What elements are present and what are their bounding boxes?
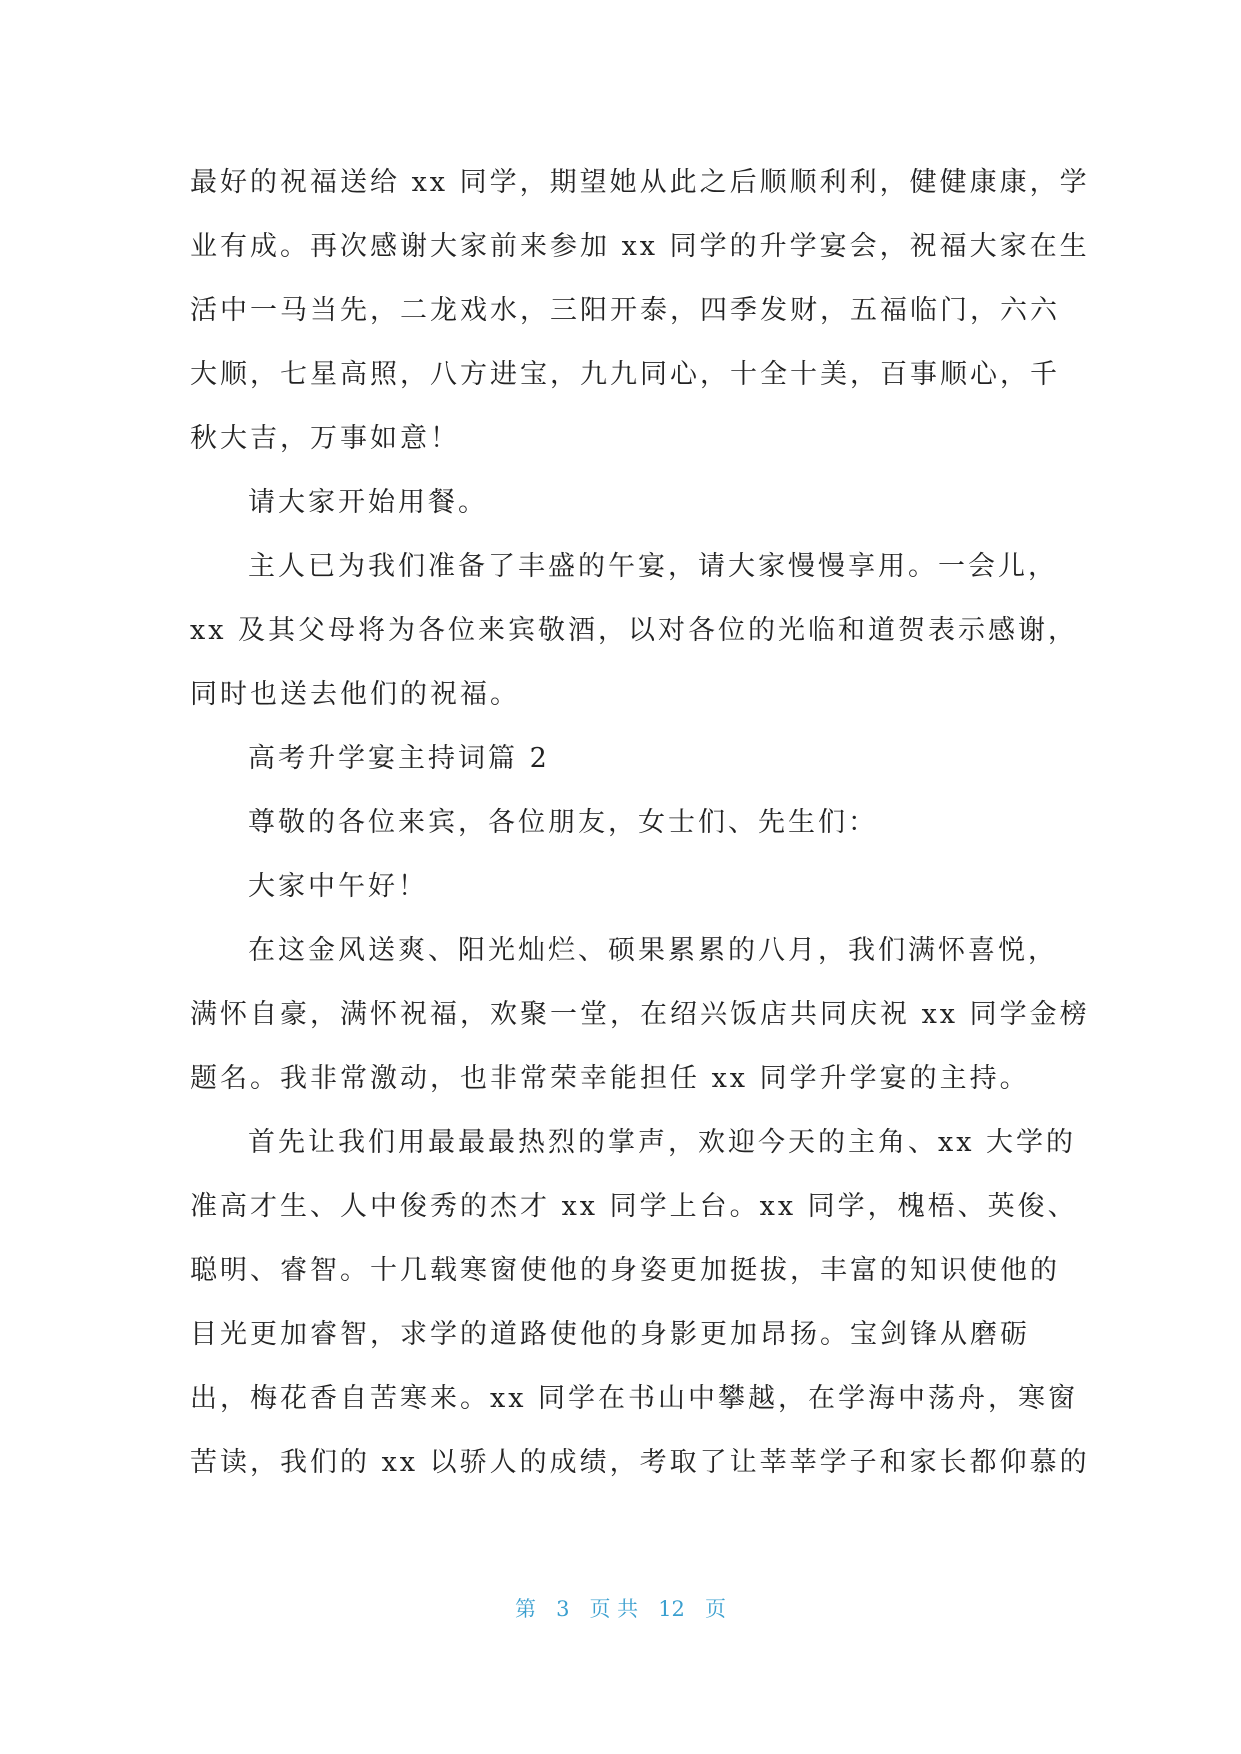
body-line: 满怀自豪，满怀祝福，欢聚一堂，在绍兴饭店共同庆祝 xx 同学金榜 — [190, 999, 1090, 1030]
greeting: 大家中午好！ — [248, 871, 428, 902]
body-line: 题名。我非常激动，也非常荣幸能担任 xx 同学升学宴的主持。 — [190, 1063, 1030, 1094]
paragraph-start: 请大家开始用餐。 — [248, 487, 488, 518]
body-line: 大顺，七星高照，八方进宝，九九同心，十全十美，百事顺心，千 — [190, 359, 1060, 390]
current-page-number: 3 — [556, 1597, 570, 1621]
body-line: 秋大吉，万事如意！ — [190, 423, 460, 454]
body-line: xx 及其父母将为各位来宾敬酒，以对各位的光临和道贺表示感谢， — [190, 615, 1079, 646]
section-heading: 高考升学宴主持词篇 2 — [248, 743, 550, 774]
body-line: 业有成。再次感谢大家前来参加 xx 同学的升学宴会，祝福大家在生 — [190, 231, 1090, 262]
body-line: 准高才生、人中俊秀的杰才 xx 同学上台。xx 同学，槐梧、英俊、 — [190, 1191, 1078, 1222]
paragraph-start: 主人已为我们准备了丰盛的午宴，请大家慢慢享用。一会儿， — [248, 551, 1058, 582]
body-line: 同时也送去他们的祝福。 — [190, 679, 520, 710]
body-line: 最好的祝福送给 xx 同学，期望她从此之后顺顺利利，健健康康，学 — [190, 167, 1090, 198]
footer-prefix: 第 — [515, 1597, 537, 1621]
paragraph-start: 在这金风送爽、阳光灿烂、硕果累累的八月，我们满怀喜悦， — [248, 935, 1058, 966]
paragraph-start: 首先让我们用最最最热烈的掌声，欢迎今天的主角、xx 大学的 — [248, 1127, 1077, 1158]
body-line: 苦读，我们的 xx 以骄人的成绩，考取了让莘莘学子和家长都仰慕的 — [190, 1447, 1090, 1478]
body-line: 活中一马当先，二龙戏水，三阳开泰，四季发财，五福临门，六六 — [190, 295, 1060, 326]
page-footer — [0, 1593, 1241, 1623]
total-pages-number: 12 — [658, 1597, 685, 1621]
footer-middle: 页 共 — [589, 1597, 639, 1621]
body-line: 聪明、睿智。十几载寒窗使他的身姿更加挺拔，丰富的知识使他的 — [190, 1255, 1060, 1286]
footer-suffix: 页 — [704, 1597, 726, 1621]
salutation: 尊敬的各位来宾，各位朋友，女士们、先生们： — [248, 807, 878, 838]
body-line: 出，梅花香自苦寒来。xx 同学在书山中攀越，在学海中荡舟，寒窗 — [190, 1383, 1079, 1414]
body-line: 目光更加睿智，求学的道路使他的身影更加昂扬。宝剑锋从磨砺 — [190, 1319, 1030, 1350]
